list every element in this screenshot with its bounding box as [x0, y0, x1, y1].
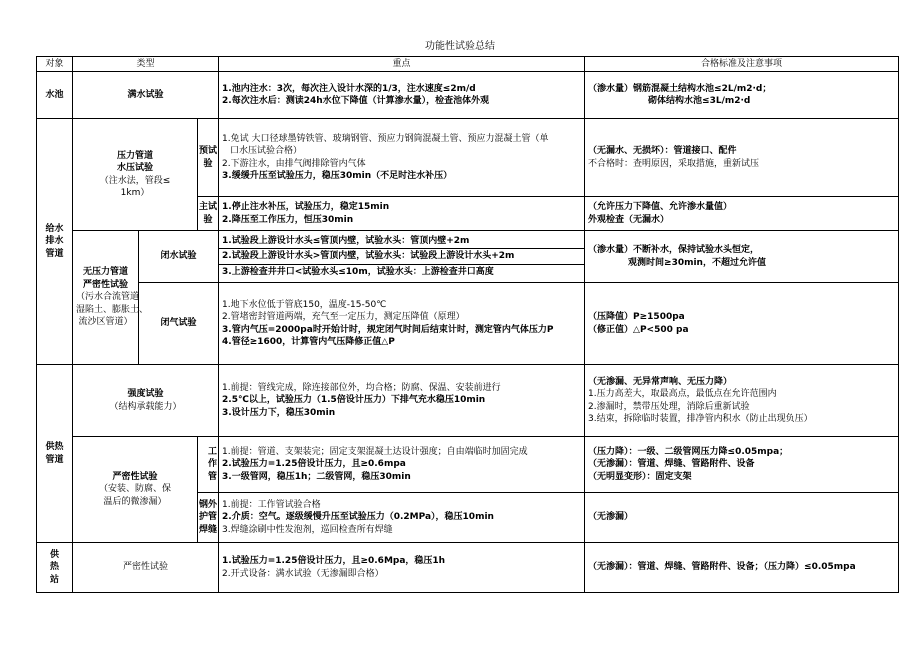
key-pre-test: 1.免试 大口径球墨铸铁管、玻璃钢管、预应力钢筒混凝土管、预应力混凝土管（单 口水压试验合格） 2.下游注水，由排气阀排除管内气体 3.缓缓升压至试验压力，稳压30min（不足时注水补压） [219, 119, 585, 197]
tightness-group: 严密性试验 （安装、防腐、保 温后的微渗漏） [73, 437, 198, 543]
type-pre-test: 预试验 [198, 119, 219, 197]
table-row-station [37, 543, 899, 593]
table-row-closed-air [37, 283, 899, 365]
page-title: 功能性试验总结 [425, 41, 495, 52]
table-row-pool [37, 72, 899, 119]
type-strength-test: 强度试验 （结构承载能力） [73, 365, 219, 437]
table-row-closed-water [37, 231, 899, 283]
header-type: 类型 [73, 57, 219, 72]
standard-main-test: （允许压力下降值、允许渗水量值） 外观检查（无漏水） [585, 197, 899, 231]
key-main-test: 1.停止注水补压，试验压力，稳定15min 2.降压至工作压力，恒压30min [219, 197, 585, 231]
type-station: 严密性试验 [73, 543, 219, 593]
type-closed-air: 闭气试验 [139, 283, 219, 365]
type-closed-water: 闭水试验 [139, 231, 219, 283]
standard-station: （无渗漏）：管道、焊缝、管路附件、设备；（压力降）≤0.05mpa [585, 543, 899, 593]
standard-casing-weld: （无渗漏） [585, 493, 899, 543]
type-pool: 满水试验 [73, 72, 219, 119]
key-station: 1.试验压力=1.25倍设计压力，且≥0.6Mpa，稳压1h 2.开式设备：满水试验（无渗漏即合格） [219, 543, 585, 593]
standard-closed-air: （压降值）P≥1500pa （修正值）△P<500 pa [585, 283, 899, 365]
object-water: 给水 排水 管道 [37, 119, 73, 365]
key-casing-weld: 1.前提：工作管试验合格 2.介质：空气。逐级缓慢升压至试验压力（0.2MPa），稳压10min 3.焊缝涂刷中性发泡剂，巡回检查所有焊缝 [219, 493, 585, 543]
standard-pre-test: （无漏水、无损坏）：管道接口、配件 不合格时：查明原因，采取措施，重新试压 [585, 119, 899, 197]
header-object: 对象 [37, 57, 73, 72]
standard-pool: （渗水量）钢筋混凝土结构水池≤2L/m2·d； 砌体结构水池≤3L/m2·d [585, 72, 899, 119]
table-row-strength-test [37, 365, 899, 437]
type-main-test: 主试验 [198, 197, 219, 231]
type-casing-weld: 钢外 护管 焊缝 [198, 493, 219, 543]
key-strength-test: 1.前提：管线完成，除连接部位外，均合格；防腐、保温、安装前进行 2.5℃以上，试验压力（1.5倍设计压力）下排气充水稳压10min 3.设计压力下，稳压30min [219, 365, 585, 437]
gravity-pipe-group: 无压力管道 严密性试验 （污水合流管道 湿陷土、膨胀土、 流沙区管道） [73, 231, 139, 365]
type-work-pipe: 工作管 [198, 437, 219, 493]
header-key: 重点 [219, 57, 585, 72]
table-row-pre-test [37, 119, 899, 197]
pressure-pipe-group: 压力管道 水压试验 （注水法，管段≤ 1km） [73, 119, 198, 231]
table-row-work-pipe [37, 437, 899, 493]
standard-strength-test: （无渗漏、无异常声响、无压力降） 1.压力高差大，取最高点，最低点在允许范围内 2.渗漏时，禁带压处理，消除后重新试验 3.结束，拆除临时装置，排净管内积水（防止出现负压） [585, 365, 899, 437]
object-heat: 供热 管道 [37, 365, 73, 543]
header-standard: 合格标准及注意事项 [585, 57, 899, 72]
table-header-row [37, 57, 899, 72]
summary-table [36, 56, 899, 593]
key-pool: 1.池内注水：3次，每次注入设计水深的1/3，注水速度≤2m/d 2.每次注水后：测读24h水位下降值（计算渗水量），检查池体外观 [219, 72, 585, 119]
object-station: 供 热 站 [37, 543, 73, 593]
key-closed-water: 1.试验段上游设计水头≤管顶内壁，试验水头：管顶内壁+2m 2.试验段上游设计水头>管顶内壁，试验水头：试验段上游设计水头+2m 3.上游检查井井口<试验水头≤10m，试验水头：上游检查井口高度 [219, 231, 585, 283]
standard-closed-water: （渗水量）不断补水，保持试验水头恒定， 观测时间≥30min，不超过允许值 [585, 231, 899, 283]
object-pool: 水池 [37, 72, 73, 119]
key-work-pipe: 1.前提：管道、支架装完；固定支架混凝土达设计强度；自由端临时加固完成 2.试验压力=1.25倍设计压力，且≥0.6mpa 3.一级管网，稳压1h；二级管网，稳压30min [219, 437, 585, 493]
standard-work-pipe: （压力降）：一级、二级管网压力降≤0.05mpa； （无渗漏）：管道、焊缝、管路附件、设备 （无明显变形）：固定支架 [585, 437, 899, 493]
key-closed-air: 1.地下水位低于管底150，温度-15-50℃ 2.管堵密封管道两端，充气至一定压力，测定压降值（原理） 3.管内气压=2000pa时开始计时，规定闭气时间后结束计时，测定管内气体压力P 4.管径≥1600，计算管内气压降修正值△P [219, 283, 585, 365]
